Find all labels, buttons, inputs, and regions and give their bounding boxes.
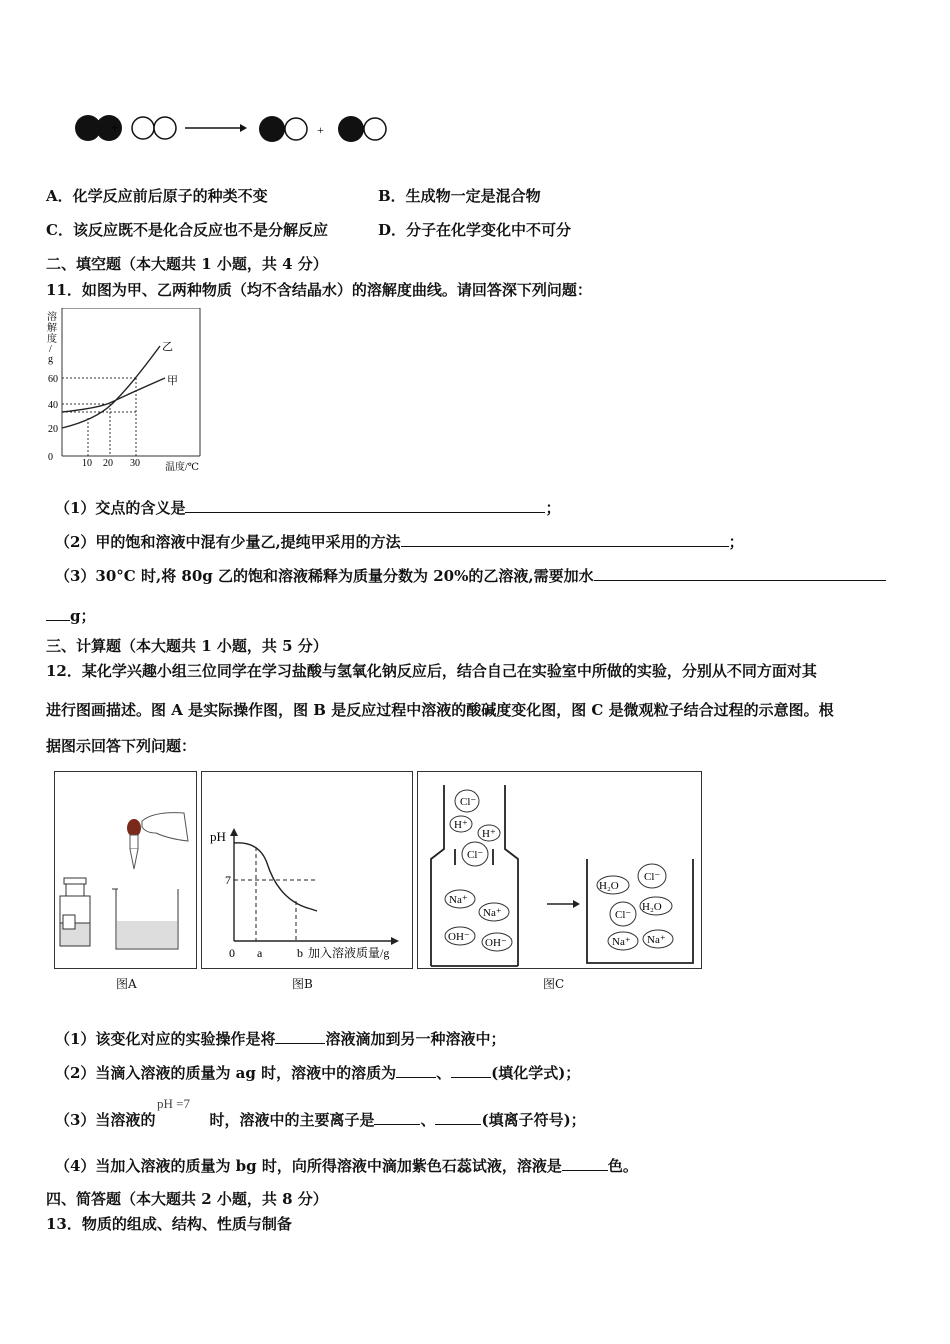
- y-label: 溶解度/ g: [47, 312, 57, 365]
- q12-answer1-blank[interactable]: [275, 1029, 325, 1044]
- svg-text:Na⁺: Na⁺: [612, 936, 631, 948]
- q13-stem: 13．物质的组成、结构、性质与制备: [46, 1215, 292, 1233]
- tick-x-10: 10: [82, 458, 92, 469]
- figure-c-particles: [417, 771, 703, 971]
- section-4-title: 四、简答题（本大题共 2 小题，共 8 分）: [46, 1190, 328, 1208]
- svg-text:Cl⁻: Cl⁻: [467, 849, 484, 861]
- q12-stem-2: 进行图画描述。图 A 是实际操作图，图 B 是反应过程中溶液的酸碱度变化图，图 C 是微观粒子结合过程的示意图。根: [46, 701, 834, 719]
- q12-answer2b-blank[interactable]: [451, 1063, 491, 1078]
- q12-answer3a-blank[interactable]: [374, 1110, 420, 1125]
- plus-sign-2: +: [317, 123, 324, 137]
- q12-stem-3: 据图示回答下列问题：: [46, 737, 197, 755]
- q12-part2: （2）当滴入溶液的质量为 ag 时，溶液中的溶质为 、 (填化学式)；: [55, 1064, 581, 1082]
- ph-y-label: pH: [210, 829, 226, 844]
- svg-text:H⁺: H⁺: [482, 828, 496, 840]
- q11-part1: （1）交点的含义是 ；: [55, 499, 561, 517]
- ph-origin: 0: [229, 946, 235, 960]
- option-b: B．生成物一定是混合物: [378, 187, 541, 205]
- q12-part4: （4）当加入溶液的质量为 bg 时，向所得溶液中滴加紫色石蕊试液，溶液是 色。: [55, 1157, 638, 1175]
- curve-jia: [62, 378, 165, 412]
- beaker-icon: [117, 921, 177, 948]
- q12-answer3b-blank[interactable]: [435, 1110, 481, 1125]
- tick-x-30: 30: [130, 458, 140, 469]
- figure-a: [54, 771, 198, 971]
- ph-x-label: 加入溶液质量/g: [308, 946, 390, 960]
- section-2-title: 二、填空题（本大题共 1 小题，共 4 分）: [46, 255, 328, 273]
- q11-answer3-blank-cont[interactable]: [46, 606, 70, 621]
- option-d: D．分子在化学变化中不可分: [378, 221, 572, 239]
- dropper-icon: [127, 819, 141, 837]
- svg-text:OH⁻: OH⁻: [485, 937, 507, 949]
- tick-x-20: 20: [103, 458, 113, 469]
- q12-answer2a-blank[interactable]: [396, 1063, 436, 1078]
- figure-a-caption: 图A: [116, 977, 137, 991]
- ph-7-tick: 7: [225, 873, 231, 887]
- q12-answer4-blank[interactable]: [562, 1156, 608, 1171]
- plus-sign: +: [111, 120, 119, 135]
- svg-text:Cl⁻: Cl⁻: [460, 796, 477, 808]
- svg-text:OH⁻: OH⁻: [448, 931, 470, 943]
- label-yi: 乙: [162, 341, 173, 353]
- svg-text:H₂O: H₂O: [599, 880, 619, 892]
- figure-b-caption: 图B: [292, 977, 313, 991]
- svg-text:Na⁺: Na⁺: [647, 934, 666, 946]
- reaction-diagram: [45, 108, 395, 148]
- svg-text:Cl⁻: Cl⁻: [644, 871, 661, 883]
- molecule-white-white: [154, 117, 176, 139]
- ph-equals-7: pH =7: [157, 1096, 190, 1111]
- option-a: A．化学反应前后原子的种类不变: [46, 187, 268, 205]
- label-jia: 甲: [167, 375, 178, 387]
- option-c: C．该反应既不是化合反应也不是分解反应: [46, 221, 328, 239]
- tick-y-40: 40: [48, 400, 58, 411]
- q11-answer3-blank[interactable]: [594, 566, 886, 581]
- q12-stem-1: 12．某化学兴趣小组三位同学在学习盐酸与氢氧化钠反应后，结合自己在实验室中所做的实验，分别从不同方面对其: [46, 662, 817, 680]
- svg-text:Cl⁻: Cl⁻: [615, 909, 632, 921]
- ph-tick-b: b: [297, 946, 303, 960]
- svg-text:H₂O: H₂O: [642, 901, 662, 913]
- x-label: 温度/℃: [165, 462, 199, 473]
- molecule-black-white-2: [364, 118, 386, 140]
- svg-text:Na⁺: Na⁺: [483, 907, 502, 919]
- q12-part3: （3）当溶液的 时，溶液中的主要离子是 、 (填离子符号)；: [55, 1111, 586, 1129]
- svg-text:Na⁺: Na⁺: [449, 894, 468, 906]
- ph-tick-a: a: [257, 946, 263, 960]
- molecule-black-black: [75, 115, 101, 141]
- section-3-title: 三、计算题（本大题共 1 小题，共 5 分）: [46, 637, 328, 655]
- tick-y-60: 60: [48, 374, 58, 385]
- tick-y-0: 0: [48, 452, 53, 463]
- tick-y-20: 20: [48, 424, 58, 435]
- solubility-chart: [40, 308, 230, 478]
- q12-part1: （1）该变化对应的实验操作是将 溶液滴加到另一种溶液中；: [55, 1030, 506, 1048]
- q11-part3: （3）30°C 时,将 80g 乙的饱和溶液稀释为质量分数为 20%的乙溶液,需要加水: [55, 566, 886, 586]
- figure-b-ph-chart: [201, 771, 414, 971]
- q11-part3-end: g；: [46, 606, 96, 626]
- q11-part2: （2）甲的饱和溶液中混有少量乙,提纯甲采用的方法 ；: [55, 533, 744, 551]
- q11-answer2-blank[interactable]: [401, 532, 729, 547]
- figure-c-caption: 图C: [543, 977, 565, 991]
- q11-answer1-blank[interactable]: [185, 498, 545, 513]
- molecule-black-white-1: [285, 118, 307, 140]
- q11-stem: 11．如图为甲、乙两种物质（均不含结晶水）的溶解度曲线。请回答深下列问题：: [46, 281, 592, 299]
- svg-text:H⁺: H⁺: [454, 819, 468, 831]
